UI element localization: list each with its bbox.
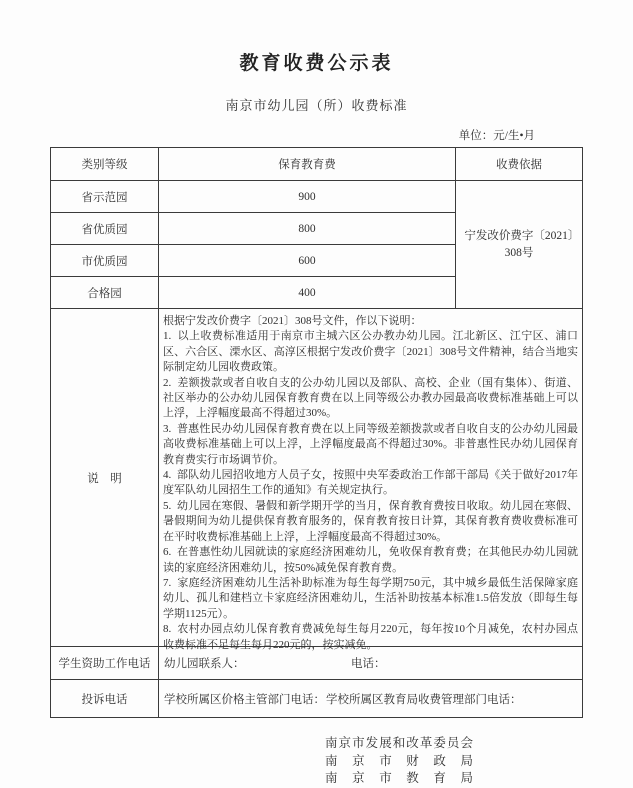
contact-field-kindergarten-contact: 幼儿园联系人：: [164, 658, 245, 670]
notes-label: 说 明: [51, 309, 159, 647]
note-paragraph: 3. 普惠性民办幼儿园保育教育费在以上同等级差额拨款或者自收自支的公办幼儿园最高收费标准基础上可以上浮，上浮幅度最高不得超过30%。非普惠性民办幼儿园保育教育费实行市场调节价。: [163, 422, 578, 466]
note-paragraph: 2. 差额拨款或者自收自支的公办幼儿园以及部队、高校、企业（国有集体）、街道、社区举办的公办幼儿园保育教育费在以上同等级公办教办园最高收费标准基础上可以上浮，上浮幅度最高不得超过30%。: [163, 376, 578, 420]
note-paragraph: 4. 部队幼儿园招收地方人员子女，按照中央军委政治工作部干部局《关于做好2017年度军队幼儿园招生工作的通知》有关规定执行。: [163, 469, 578, 497]
contact-label-complaint: 投诉电话: [51, 680, 159, 717]
notes-intro: 根据宁发改价费字〔2021〕308号文件，作以下说明：: [163, 315, 422, 327]
signature-line-education-bureau: 南 京 市 教 育 局: [325, 771, 473, 785]
note-paragraph: 1. 以上收费标准适用于南京市主城六区公办教办幼儿园。江北新区、江宁区、浦口区、六合区、溧水区、高淳区根据宁发改价费字〔2021〕308号文件精神，结合当地实际制定幼儿园收费政策。: [163, 330, 578, 374]
contact-label-student-aid: 学生资助工作电话: [51, 647, 159, 680]
category-cell: 省优质园: [51, 213, 159, 245]
unit-label: 单位：元/生•月: [458, 130, 535, 142]
note-paragraph: 8. 农村办园点幼儿保育教育费减免每生每月220元，每年按10个月减免，农村办园点收费标准不足每生每月220元的，按实减免。: [163, 623, 578, 651]
notes-content: [159, 309, 582, 651]
footer-signatures: [325, 735, 473, 788]
page-subtitle: 南京市幼儿园（所）收费标准: [225, 98, 408, 113]
contact-field-phone: 电话：: [351, 658, 386, 670]
header-cell-basis: 收费依据: [456, 148, 582, 181]
note-paragraph: 5. 幼儿园在寒假、暑假和新学期开学的当月，保育教育费按日收取。幼儿园在寒假、暑假期间为幼儿提供保育教育服务的，保育教育按日计算，其保育教育费收费标准可在平时收费标准基础上上浮，上浮幅度最高不得超过30%。: [163, 499, 578, 543]
header-cell-category: 类别等级: [51, 148, 159, 181]
fee-cell: 900: [159, 181, 456, 213]
header-cell-fee: 保育教育费: [159, 148, 456, 181]
category-cell: 合格园: [51, 277, 159, 309]
signature-line-finance-bureau: 南 京 市 财 政 局: [325, 753, 473, 768]
contact-row-student-aid: [159, 647, 582, 680]
category-cell: 省示范园: [51, 181, 159, 213]
note-paragraph: 7. 家庭经济困难幼儿生活补助标准为每生每学期750元，其中城乡最低生活保障家庭幼儿、孤儿和建档立卡家庭经济困难幼儿，生活补助按基本标准1.5倍发放（即每生每学期1125元）。: [163, 576, 578, 620]
category-cell: 市优质园: [51, 245, 159, 277]
fee-cell: 800: [159, 213, 456, 245]
fee-table: [50, 147, 583, 718]
contact-field-education-dept-phone: 学校所属区教育局收费管理部门电话：: [326, 693, 522, 706]
contact-row-complaint: [159, 680, 582, 717]
page-title: 教育收费公示表: [239, 53, 394, 74]
signature-line-development-reform: 南京市发展和改革委员会: [325, 736, 473, 750]
contact-field-price-dept-phone: 学校所属区价格主管部门电话：: [164, 693, 325, 706]
basis-cell: 宁发改价费字〔2021〕308号: [456, 181, 582, 309]
fee-cell: 600: [159, 245, 456, 277]
note-paragraph: 6. 在普惠性幼儿园就读的家庭经济困难幼儿，免收保育教育费；在其他民办幼儿园就读的家庭经济困难幼儿，按50%减免保育教育费。: [163, 546, 578, 574]
fee-cell: 400: [159, 277, 456, 309]
